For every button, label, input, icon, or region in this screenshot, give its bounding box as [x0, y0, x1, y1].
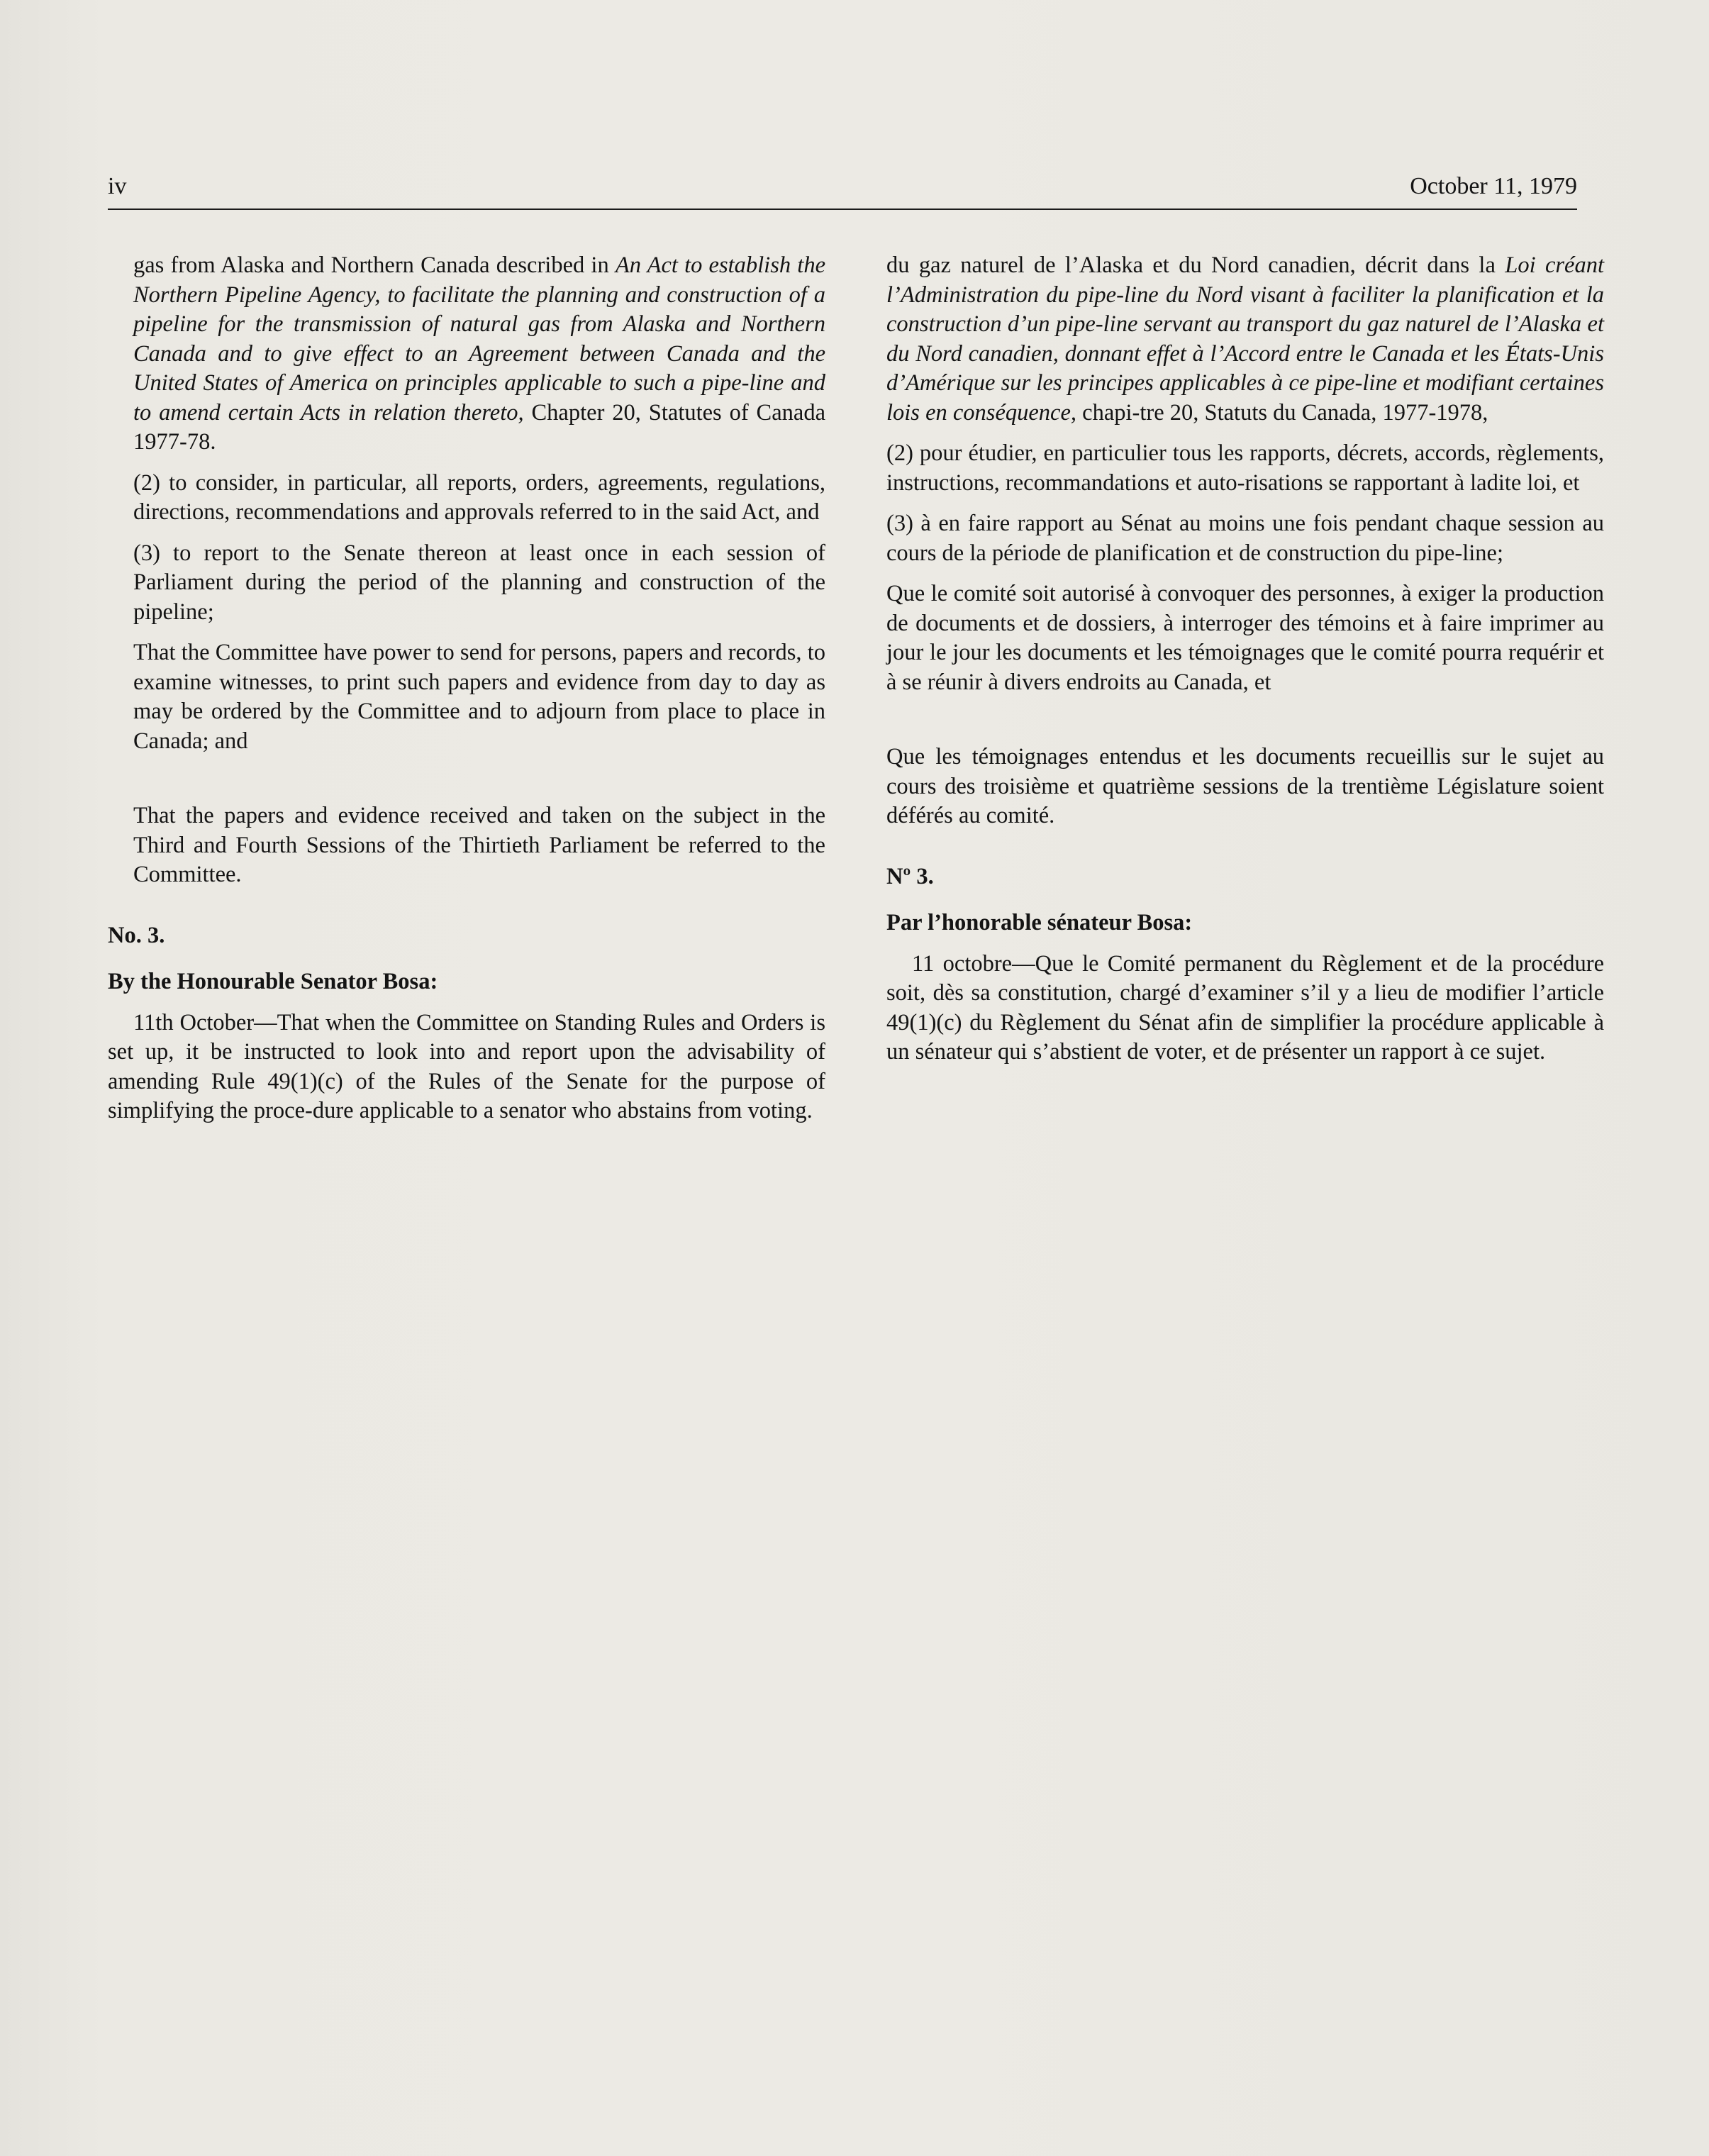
paragraph-act-reference: [108, 251, 825, 457]
page-number: iv: [108, 173, 127, 199]
paragraph-powers-fr: Que le comité soit autorisé à convoquer des personnes, à exiger la production de documents et de dossiers, à interroger des témoins et à faire imprimer au jour le jour les documents et les témoignages que le comité pourra requérir et à se réunir à divers endroits au Canada, et: [886, 581, 1604, 695]
act-intro-text-fr: du gaz naturel de l’Alaska et du Nord canadien, décrit dans la: [886, 252, 1505, 278]
page-header: [108, 173, 1577, 210]
paragraph-consider: (2) to consider, in particular, all reports, orders, agreements, regulations, directions, recommendations and approvals referred to in the said Act, and: [133, 469, 825, 525]
motion-number: No. 3.: [108, 922, 165, 948]
paragraph-powers: That the Committee have power to send for persons, papers and records, to examine witnesses, to print such papers and evidence from day to day as may be ordered by the Committee and to adjourn from place to place in Canada; and: [133, 640, 825, 754]
motion-sponsor: By the Honourable Senator Bosa:: [108, 969, 438, 994]
motion-text: 11th October—That when the Committee on Standing Rules and Orders is set up, it be instructed to look into and report upon the advisability of amending Rule 49(1)(c) of the Rules of the Senate for the purpose of simplifying the proce-dure applicable to a senator who abstains from voting.: [108, 1009, 825, 1123]
english-column: [108, 251, 825, 1138]
motion-number-fr: Nº 3.: [886, 863, 934, 889]
paragraph-consider-fr: (2) pour étudier, en particulier tous les rapports, décrets, accords, règlements, instructions, recommandations et auto-risations se rapportant à ladite loi, et: [886, 440, 1604, 496]
act-chapter: Chapter 20, Statutes of Canada 1977-78.: [133, 399, 825, 455]
header-date: October 11, 1979: [1410, 173, 1577, 199]
motion-sponsor-fr: Par l’honorable sénateur Bosa:: [886, 910, 1193, 935]
paragraph-papers-referred-fr: Que les témoignages entendus et les documents recueillis sur le sujet au cours des troisième et quatrième sessions de la trentième Législature soient déférés au comité.: [886, 744, 1604, 828]
paragraph-act-reference-fr: [886, 251, 1604, 428]
motion-text-fr: 11 octobre—Que le Comité permanent du Règlement et de la procédure soit, dès sa constitution, chargé d’examiner s’il y a lieu de modifier l’article 49(1)(c) du Règlement du Sénat afin de simplifier la procédure applicable à un sénateur qui s’abstient de voter, et de présenter un rapport à ce sujet.: [886, 950, 1604, 1065]
act-chapter-fr: chapi-tre 20, Statuts du Canada, 1977-1978,: [1076, 399, 1488, 426]
act-title-fr: Loi créant l’Administration du pipe-line du Nord visant à faciliter la planification et la construction d’un pipe-line servant au transport du gaz naturel de l’Alaska et du Nord canadien, donnant effet à l’Accord entre le Canada et les États-Unis d’Amérique sur les principes applicables à ce pipe-line et modifiant certaines lois en conséquence,: [886, 252, 1604, 426]
paragraph-report-fr: (3) à en faire rapport au Sénat au moins une fois pendant chaque session au cours de la période de planification et de construction du pipe-line;: [886, 511, 1604, 566]
act-title: An Act to establish the Northern Pipeline Agency, to facilitate the planning and construction of a pipeline for the transmission of natural gas from Alaska and Northern Canada and to give effect to an Agreement between Canada and the United States of America on principles applicable to such a pipe-line and to amend certain Acts in relation thereto,: [133, 252, 825, 426]
french-column: [886, 251, 1604, 1079]
act-intro-text: gas from Alaska and Northern Canada described in: [133, 252, 616, 278]
paragraph-report: (3) to report to the Senate thereon at least once in each session of Parliament during the period of the planning and construction of the pipeline;: [133, 540, 825, 625]
paragraph-papers-referred: That the papers and evidence received and taken on the subject in the Third and Fourth Sessions of the Thirtieth Parliament be referred to the Committee.: [133, 803, 825, 887]
